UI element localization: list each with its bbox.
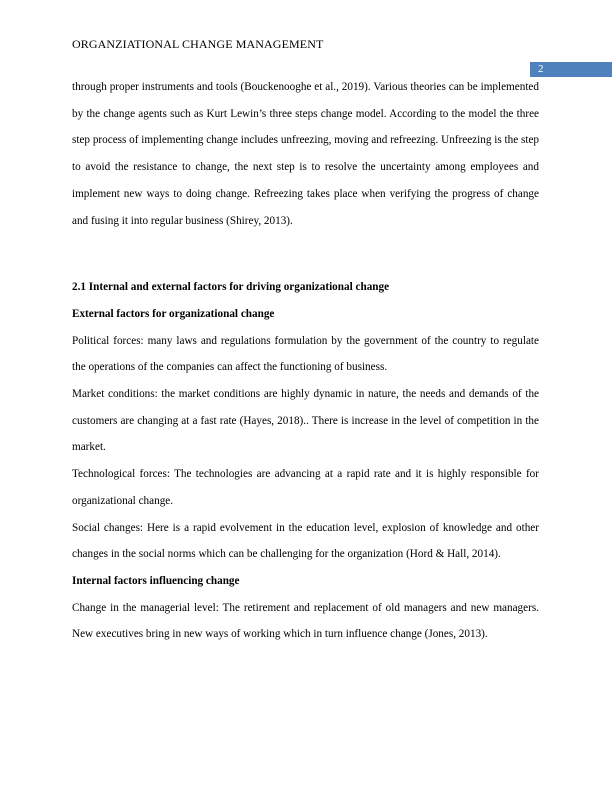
managerial-change-paragraph: Change in the managerial level: The retirement and replacement of old managers and new managers. New executives bring in new ways of working which in turn influence change (Jones, 2013). [72, 601, 539, 641]
page-number: 2 [538, 63, 544, 75]
social-changes-paragraph: Social changes: Here is a rapid evolvement in the education level, explosion of knowledge and other changes in the social norms which can be challenging for the organization (Hord & Hall, 2014). [72, 521, 539, 561]
technological-forces-paragraph: Technological forces: The technologies are advancing at a rapid rate and it is highly responsible for organizational change. [72, 468, 539, 507]
external-factors-heading: External factors for organizational change [72, 307, 275, 320]
paragraph-gap [72, 234, 539, 274]
page-number-tab [530, 62, 612, 77]
section-heading: 2.1 Internal and external factors for driving organizational change [72, 281, 390, 294]
political-forces-paragraph: Political forces: many laws and regulations formulation by the government of the country to regulate the operations of the companies can affect the functioning of business. [72, 334, 539, 374]
internal-factors-heading: Internal factors influencing change [72, 574, 240, 587]
intro-paragraph: through proper instruments and tools (Bouckenooghe et al., 2019). Various theories can be implemented by the change agents such as Kurt Lewin’s three steps change model. According to the model the three step process of implementing change includes unfreezing, moving and refreezing. Unfreezing is the step to avoid the resistance to change, the next step is to resolve the uncertainty among employees and implement new ways to doing change. Refreezing takes place when verifying the progress of change and fusing it into regular business (Shirey, 2013). [72, 81, 539, 227]
body-text [72, 74, 539, 648]
market-conditions-paragraph: Market conditions: the market conditions are highly dynamic in nature, the needs and demands of the customers are changing at a fast rate (Hayes, 2018).. There is increase in the level of competition in the market. [72, 388, 539, 454]
running-head: ORGANZIATIONAL CHANGE MANAGEMENT [72, 37, 324, 51]
